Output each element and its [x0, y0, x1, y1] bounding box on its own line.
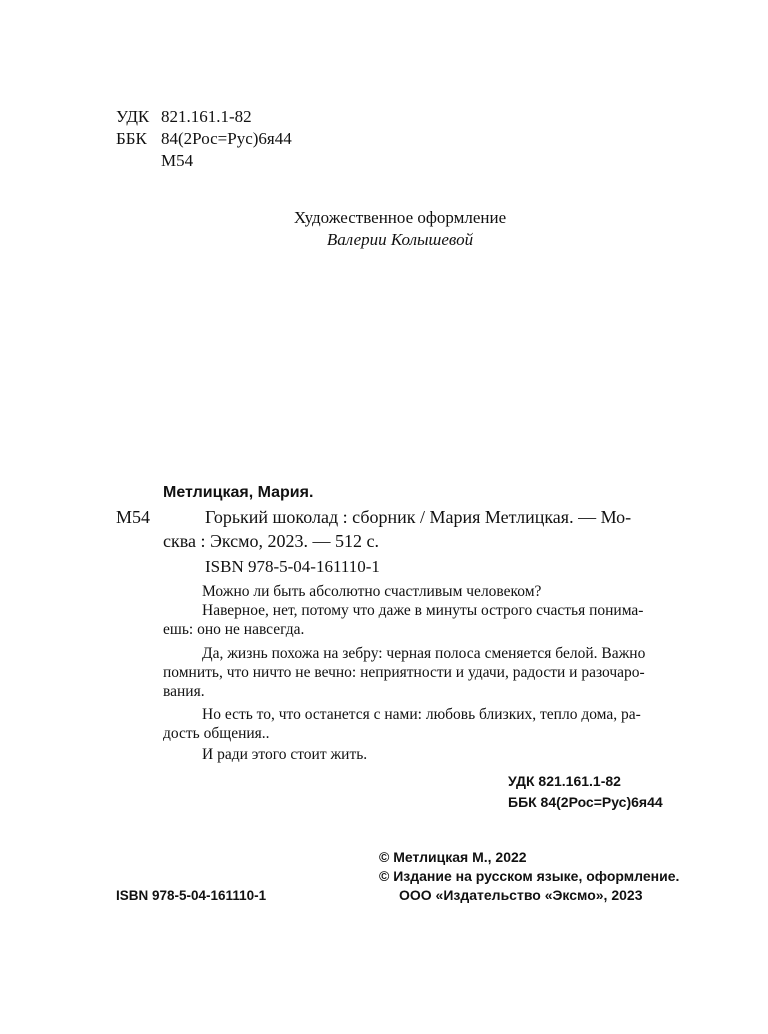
annotation-line-4: Да, жизнь похожа на зебру: черная полоса сменяется белой. Важно	[202, 645, 646, 662]
annotation-line-3: ешь: оно не навсегда.	[163, 621, 305, 638]
author-sign-top	[161, 150, 193, 172]
design-credit-line1: Художественное оформление	[293, 208, 507, 227]
udk-value: 821.161.1-82	[161, 107, 252, 126]
bbk-label: ББК	[116, 129, 147, 148]
annotation-line-8: дость общения..	[163, 725, 270, 742]
bottom-bbk: ББК 84(2Рос=Рус)6я44	[508, 794, 663, 810]
annotation-line-1: Можно ли быть абсолютно счастливым человеком?	[202, 583, 542, 600]
isbn-bottom: ISBN 978-5-04-161110-1	[116, 888, 267, 903]
description-line2: сква : Эксмо, 2023. — 512 с.	[163, 531, 380, 551]
annotation-line-2: Наверное, нет, потому что даже в минуты острого счастья понима-	[202, 602, 644, 619]
annotation-line-7: Но есть то, что останется с нами: любовь близких, тепло дома, ра-	[202, 706, 641, 723]
isbn-record: ISBN 978-5-04-161110-1	[205, 557, 380, 576]
author-sign-top-text: М54	[161, 151, 194, 170]
bbk-line	[116, 128, 292, 150]
author-sign-main: М54	[116, 507, 151, 527]
copyright-line1: © Метлицкая М., 2022	[379, 849, 527, 865]
description-line1: Горький шоколад : сборник / Мария Метлицкая. — Мо-	[205, 507, 632, 527]
design-credit-line2: Валерии Колышевой	[326, 230, 474, 249]
author-heading: Метлицкая, Мария.	[163, 484, 314, 501]
copyright-line3: ООО «Издательство «Эксмо», 2023	[399, 887, 643, 903]
copyright-line2: © Издание на русском языке, оформление.	[379, 868, 680, 884]
annotation-line-6: вания.	[163, 683, 205, 700]
annotation-line-9: И ради этого стоит жить.	[202, 746, 368, 763]
bbk-value: 84(2Рос=Рус)6я44	[161, 129, 292, 148]
bottom-udk: УДК 821.161.1-82	[508, 773, 621, 789]
annotation-line-5: помнить, что ничто не вечно: неприятности и удачи, радости и разочаро-	[163, 664, 645, 681]
udk-label: УДК	[116, 107, 150, 126]
design-credit	[200, 207, 600, 251]
udk-line	[116, 106, 252, 128]
